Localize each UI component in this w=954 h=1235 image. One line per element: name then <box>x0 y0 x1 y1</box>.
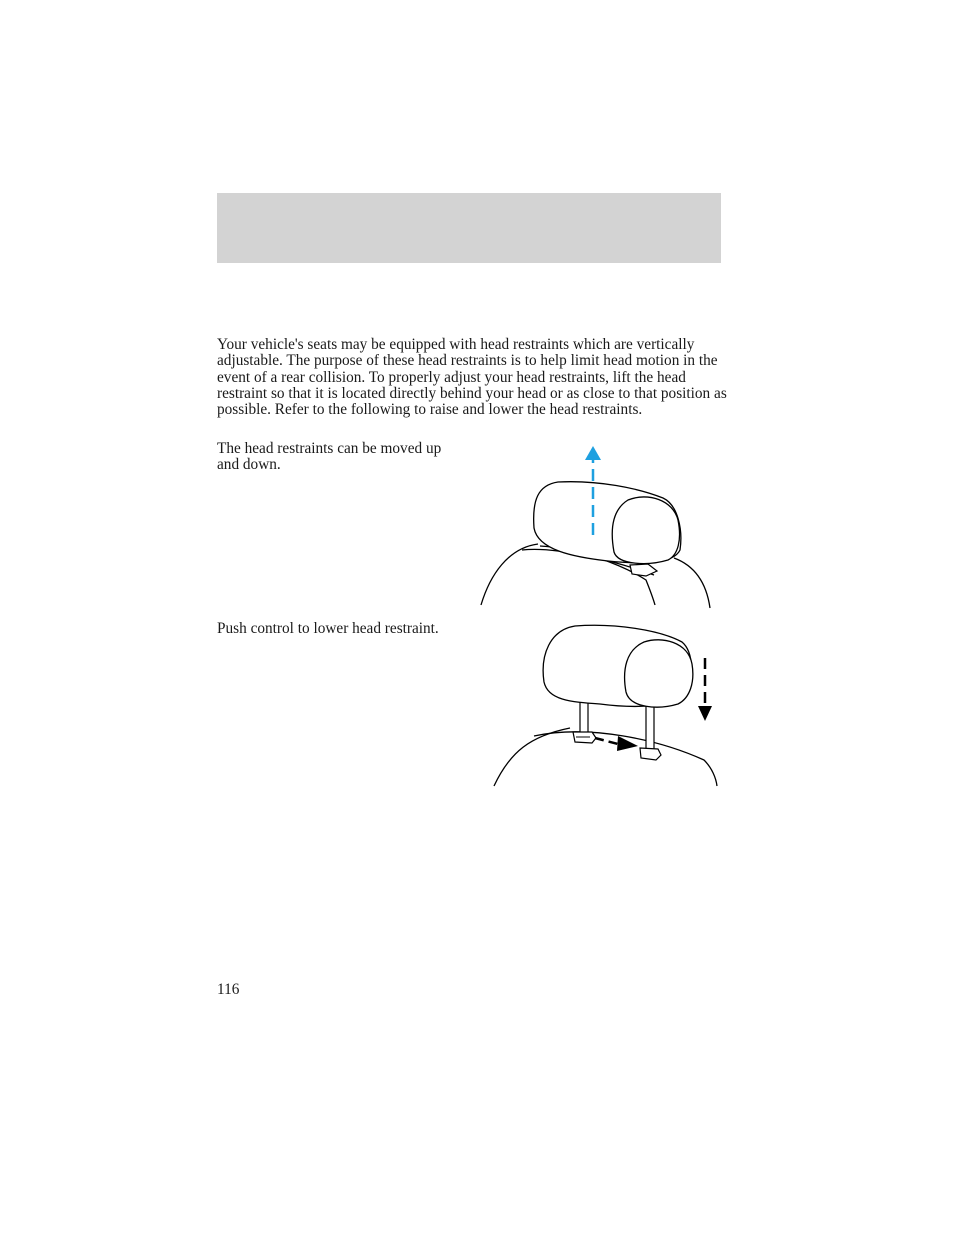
head-restraint-lower-illustration <box>490 620 720 790</box>
page-number: 116 <box>217 981 240 998</box>
head-restraint-raise-illustration <box>478 440 718 612</box>
section-header-band <box>217 193 721 263</box>
lower-caption: Push control to lower head restraint. <box>217 620 439 637</box>
intro-paragraph: Your vehicle's seats may be equipped with head restraints which are vertically adjustable. The purpose of these head restraints is to help limit head motion in the event of a rear collision. To properly adjust your head restraints, lift the head restraint so that it is located directly behind your head or as close to that position as possible. Refer to the following to raise and lower the head restraints. <box>217 336 727 419</box>
raise-caption: The head restraints can be moved up and down. <box>217 440 442 474</box>
